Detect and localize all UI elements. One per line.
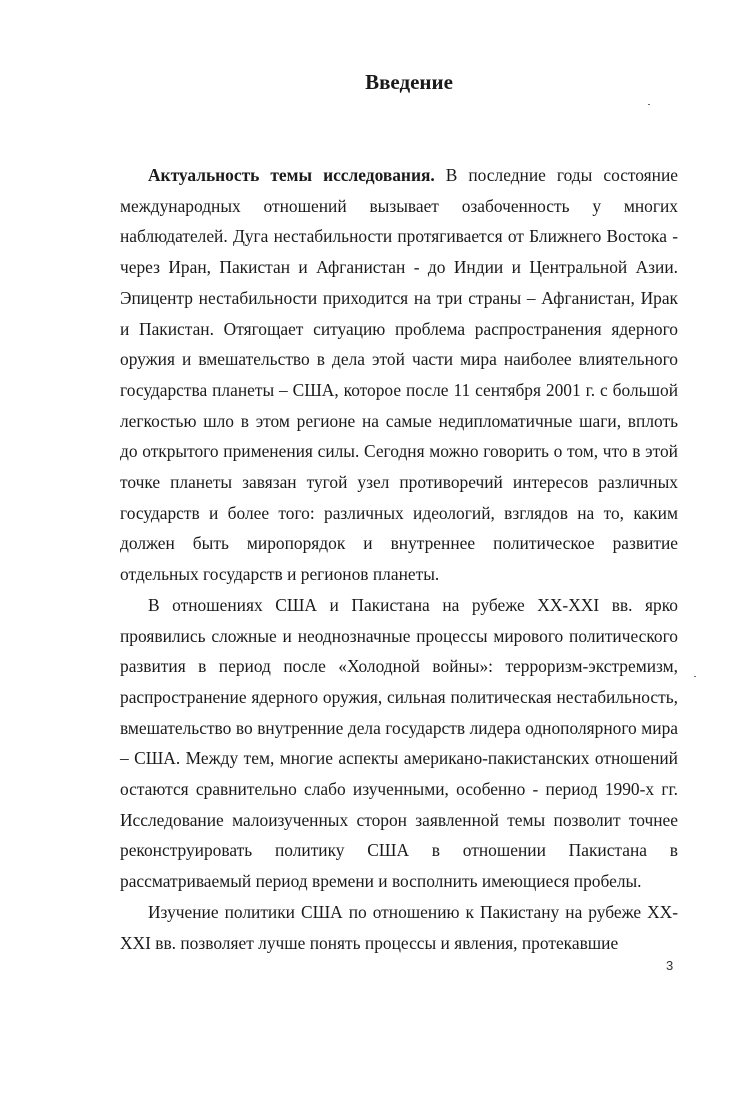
page-number: 3 (666, 958, 674, 973)
paragraph-relevance (120, 160, 678, 590)
paragraph-policy-study: Изучение политики США по отношению к Пакистану на рубеже XX-XXI вв. позволяет лучше понять процессы и явления, протекавшие (120, 901, 678, 953)
paragraph-us-pakistan-relations: В отношениях США и Пакистана на рубеже XX-XXI вв. ярко проявились сложные и неоднозначные процессы мирового политического развития в период после «Холодной войны»: терроризм-экстремизм, распространение ядерного оружия, сильная политическая нестабильность, вмешательство во внутренние дела государств лидера однополярного мира – США. Между тем, многие аспекты американо-пакистанских отношений остаются сравнительно слабо изученными, особенно - период 1990-х гг. Исследование малоизученных сторон заявленной темы позволит точнее реконструировать политику США в отношении Пакистана в рассматриваемый период времени и восполнить имеющиеся пробелы. (120, 594, 678, 892)
scan-speck (694, 676, 696, 677)
body-text (120, 160, 678, 958)
scan-speck (648, 104, 650, 105)
page-title: Введение (365, 70, 453, 94)
paragraph-text: В последние годы состояние международных отношений вызывает озабоченность у многих наблюдателей. Дуга нестабильности протягивается от Ближнего Востока - через Иран, Пакистан и Афганистан - до Индии и Центральной Азии. Эпицентр нестабильности приходится на три страны – Афганистан, Ирак и Пакистан. Отягощает ситуацию проблема распространения ядерного оружия и вмешательство в дела этой части мира наиболее влиятельного государства планеты – США, которое после 11 сентября 2001 г. с большой легкостью шло в этом регионе на самые недипломатичные шаги, вплоть до открытого применения силы. Сегодня можно говорить о том, что в этой точке планеты завязан тугой узел противоречий интересов различных государств и более того: различных идеологий, взглядов на то, каким должен быть миропорядок и внутреннее политическое развитие отдельных государств и регионов планеты. (120, 165, 678, 585)
paragraph-lead: Актуальность темы исследования. (148, 165, 435, 185)
